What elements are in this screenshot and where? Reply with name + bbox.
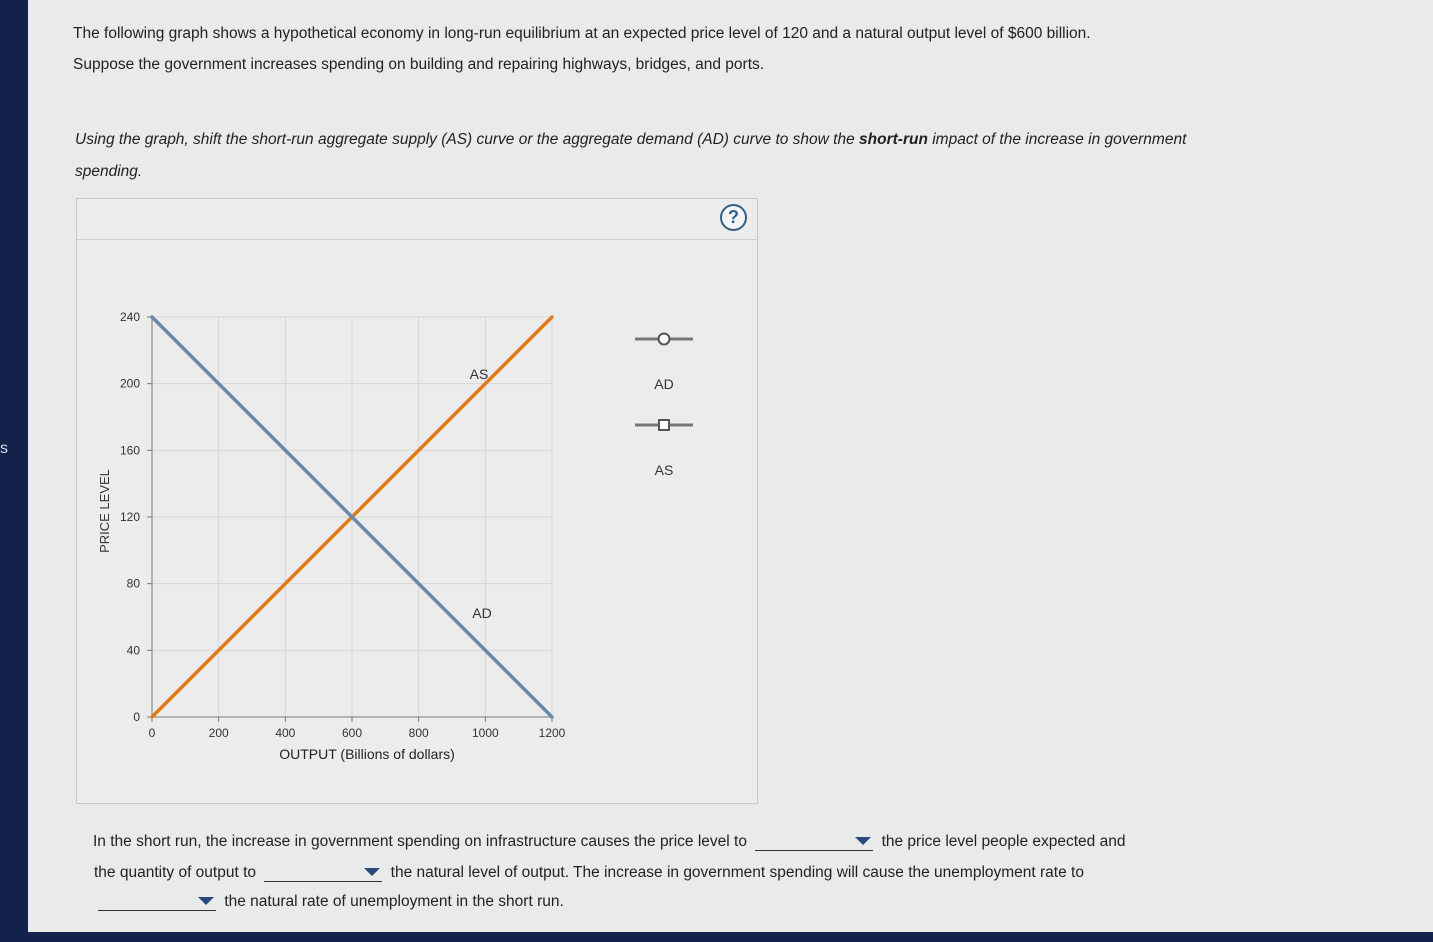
instruction-part-2: impact of the increase in government spending. <box>75 131 1187 180</box>
x-tick-label: 600 <box>341 726 363 740</box>
q2-text-b: the natural level of output. The increase in government spending will cause the unemployment rate to <box>390 864 1084 881</box>
help-button[interactable]: ? <box>720 204 747 231</box>
as-curve-label: AS <box>469 366 489 382</box>
instruction-text <box>75 124 1235 188</box>
ad-tool[interactable] <box>635 334 693 393</box>
legend-as-label: AS <box>654 462 674 478</box>
graph-panel <box>76 198 758 804</box>
intro-text <box>73 18 1233 80</box>
y-axis-label: PRICE LEVEL <box>97 469 112 553</box>
question-line-2 <box>94 863 1084 882</box>
x-tick-label: 1200 <box>538 726 566 740</box>
as-tool[interactable] <box>635 420 693 478</box>
chevron-down-icon <box>855 837 871 845</box>
price-level-dropdown[interactable] <box>755 832 873 851</box>
square-handle-icon <box>659 420 669 430</box>
chevron-down-icon <box>364 868 380 876</box>
x-tick-label: 400 <box>275 726 296 740</box>
instruction-part-1: Using the graph, shift the short-run aggregate supply (AS) curve or the aggregate demand (AD) curve to show the <box>75 131 860 148</box>
legend-ad-label: AD <box>654 376 674 392</box>
x-tick-labels <box>149 726 566 740</box>
y-tick-label: 80 <box>126 576 140 591</box>
y-tick-label: 200 <box>119 376 140 391</box>
ad-curve-label: AD <box>472 605 492 621</box>
output-dropdown[interactable] <box>264 863 382 882</box>
x-tick-label: 0 <box>148 726 156 740</box>
x-axis-label: OUTPUT (Billions of dollars) <box>279 746 455 762</box>
intro-line-1: The following graph shows a hypothetical economy in long-run equilibrium at an expected price level of 120 and a natural output level of $600 billion. <box>73 25 1091 42</box>
y-tick-label: 40 <box>126 643 140 658</box>
chevron-down-icon <box>198 897 214 905</box>
q1-text-b: the price level people expected and <box>881 833 1126 850</box>
circle-handle-icon <box>659 334 670 345</box>
question-page <box>28 0 1433 932</box>
graph-tool[interactable] <box>77 199 757 803</box>
instruction-bold: short-run <box>859 131 928 148</box>
y-tick-label: 240 <box>119 310 140 324</box>
question-line-1 <box>93 832 1125 851</box>
q3-text-b: the natural rate of unemployment in the short run. <box>224 893 564 910</box>
x-tick-label: 800 <box>408 726 429 740</box>
y-tick-label: 120 <box>119 510 140 524</box>
unemployment-dropdown[interactable] <box>98 892 216 911</box>
intro-line-2: Suppose the government increases spending on building and repairing highways, bridges, and ports. <box>73 56 765 73</box>
y-tick-label: 0 <box>133 710 140 724</box>
q2-text-a: the quantity of output to <box>94 864 257 881</box>
q1-text-a: In the short run, the increase in government spending on infrastructure causes the price level to <box>93 833 747 850</box>
question-line-3 <box>95 892 564 911</box>
y-tick-labels <box>120 310 140 724</box>
x-tick-label: 200 <box>208 726 229 740</box>
x-tick-label: 1000 <box>471 726 499 740</box>
edge-letter: s <box>0 440 8 457</box>
y-tick-label: 160 <box>119 443 140 458</box>
